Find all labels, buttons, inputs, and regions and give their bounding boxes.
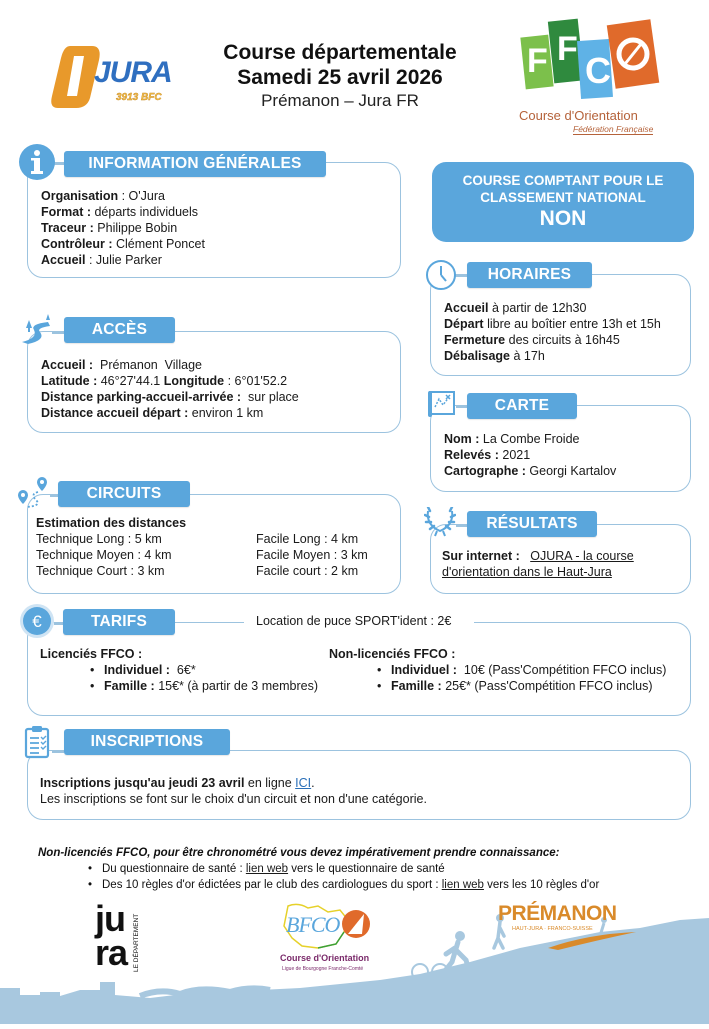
tarif-value: 15€* (à partir de 3 membres)	[154, 679, 318, 693]
footer-note-heading	[38, 845, 599, 861]
tarif-label: Individuel :	[104, 663, 170, 677]
info-label: Contrôleur :	[41, 237, 113, 251]
ojura-logo-name: JURA	[94, 56, 172, 89]
acces-body	[41, 357, 299, 421]
info-value: : O'Jura	[118, 189, 165, 203]
non-licencies-list	[377, 662, 666, 694]
event-title: Course départementale	[223, 41, 457, 64]
horaires-row	[444, 348, 661, 364]
info-tab: INFORMATION GÉNÉRALES	[64, 151, 326, 177]
resultats-tab: RÉSULTATS	[467, 511, 597, 537]
horaires-tab: HORAIRES	[467, 262, 592, 288]
carte-row	[444, 447, 616, 463]
tarif-value: 25€* (Pass'Compétition FFCO inclus)	[441, 679, 653, 693]
laurel-icon	[424, 507, 456, 542]
footer-note-heading-text: Non-licenciés FFCO, pour être chronométré vous devez impérativement prendre connaissance:	[38, 847, 560, 859]
info-row	[41, 252, 205, 268]
ojura-website-link[interactable]: OJURA - la course	[530, 549, 634, 563]
footer-note-item	[88, 877, 599, 893]
carte-body	[444, 431, 616, 479]
acces-value: Prémanon Village	[93, 358, 202, 372]
horaires-row	[444, 300, 661, 316]
tarifs-note: Location de puce SPORT'ident : 2€	[256, 614, 452, 628]
bfco-line1: Course d'Orientation	[280, 953, 370, 963]
horaires-value: à partir de 12h30	[488, 301, 587, 315]
event-date: Samedi 25 avril 2026	[237, 66, 443, 89]
acces-row	[41, 357, 299, 373]
tarif-item	[377, 678, 666, 694]
info-row	[41, 188, 205, 204]
acces-label: Accueil :	[41, 358, 94, 372]
licencies-heading: Licenciés FFCO :	[40, 647, 143, 661]
bfco-logo-text: BFCO	[286, 912, 340, 937]
footer-note	[38, 845, 599, 893]
bfco-logo	[278, 902, 378, 982]
premanon-swoosh	[498, 930, 638, 950]
ffco-logo	[515, 12, 675, 137]
ffco-letter-c: C	[585, 50, 611, 91]
carte-value: Georgi Kartalov	[525, 464, 617, 478]
acces-row	[41, 389, 299, 405]
jura-logo-line1: ju	[95, 898, 125, 939]
premanon-logo	[498, 902, 638, 952]
inscriptions-body	[40, 775, 427, 807]
inscriptions-text: en ligne	[244, 776, 296, 790]
info-label: Organisation	[41, 189, 119, 203]
inscriptions-line2: Les inscriptions se font sur le choix d'un circuit et non d'une catégorie.	[40, 792, 427, 806]
horaires-row	[444, 316, 661, 332]
tarif-item	[90, 678, 318, 694]
acces-tab: ACCÈS	[64, 317, 175, 343]
footer-note-item	[88, 861, 599, 877]
ojura-logo	[50, 42, 175, 110]
ojura-website-link-cont[interactable]: d'orientation dans le Haut-Jura	[442, 565, 612, 579]
carte-row	[444, 463, 616, 479]
ffco-letter-f2: F	[557, 30, 578, 68]
circuits-facile-list	[256, 531, 368, 579]
ffco-line2: Fédération Française	[573, 124, 654, 134]
info-value: Philippe Bobin	[93, 221, 178, 235]
tarifs-licencies	[40, 646, 318, 694]
carte-label: Cartographe :	[444, 464, 526, 478]
inscriptions-link[interactable]: ICI	[295, 776, 312, 790]
circuits-body	[36, 515, 396, 579]
inscriptions-period: .	[311, 776, 315, 790]
horaires-value: libre au boîtier entre 13h et 15h	[483, 317, 661, 331]
circuit-item: Facile court : 2 km	[256, 564, 359, 578]
road-icon	[20, 314, 54, 349]
inscriptions-connector	[52, 751, 64, 753]
carte-label: Relevés :	[444, 448, 499, 462]
event-header	[190, 40, 490, 112]
carte-value: La Combe Froide	[479, 432, 580, 446]
circuit-item: Technique Moyen : 4 km	[36, 548, 172, 562]
golden-rules-link[interactable]: lien web	[441, 879, 484, 891]
acces-label: Longitude	[163, 374, 225, 388]
licencies-list	[90, 662, 318, 694]
horaires-value: à 17h	[510, 349, 545, 363]
info-row	[41, 220, 205, 236]
info-value: Clément Poncet	[112, 237, 205, 251]
tarif-label: Famille :	[391, 679, 442, 693]
premanon-logo-text: PRÉMANON	[498, 902, 617, 925]
info-value: : Julie Parker	[85, 253, 162, 267]
route-pin-icon	[16, 476, 52, 515]
horaires-label: Départ	[444, 317, 484, 331]
ffco-letter-f1: F	[527, 42, 548, 80]
footer-note-list	[88, 861, 599, 893]
resultats-row	[442, 548, 634, 564]
health-questionnaire-link[interactable]: lien web	[245, 863, 289, 875]
info-label: Format :	[41, 205, 91, 219]
banner-value: NON	[539, 207, 587, 230]
carte-row	[444, 431, 616, 447]
footer-note-text: vers les 10 règles d'or	[483, 879, 600, 891]
horaires-value: des circuits à 16h45	[505, 333, 620, 347]
inscriptions-deadline: Inscriptions jusqu'au jeudi 23 avril	[40, 776, 245, 790]
banner-line1: COURSE COMPTANT POUR LE	[462, 173, 664, 188]
footer-note-text: vers le questionnaire de santé	[288, 863, 445, 875]
info-row	[41, 204, 205, 220]
horaires-label: Débalisage	[444, 349, 511, 363]
bfco-line2: Ligue de Bourgogne Franche-Comté	[282, 966, 364, 972]
info-value: départs individuels	[91, 205, 199, 219]
carte-tab: CARTE	[467, 393, 577, 419]
carte-label: Nom :	[444, 432, 480, 446]
acces-row	[41, 405, 299, 421]
premanon-logo-sub: HAUT-JURA · FRANCO-SUISSE	[512, 926, 593, 932]
horaires-row	[444, 332, 661, 348]
tarif-item	[377, 662, 666, 678]
acces-value: : 6°01'52.2	[224, 374, 288, 388]
tarif-value: 6€*	[169, 663, 196, 677]
circuits-subtitle: Estimation des distances	[36, 516, 187, 530]
info-label: Traceur :	[41, 221, 94, 235]
clock-icon	[425, 259, 457, 296]
acces-value: sur place	[241, 390, 299, 404]
circuits-tab: CIRCUITS	[58, 481, 190, 507]
circuit-item: Technique Long : 5 km	[36, 532, 162, 546]
tarif-item	[90, 662, 318, 678]
circuit-item: Technique Court : 3 km	[36, 564, 165, 578]
carte-value: 2021	[498, 448, 531, 462]
resultats-body	[442, 548, 634, 580]
horaires-label: Accueil	[444, 301, 489, 315]
jura-department-logo	[95, 898, 155, 977]
national-ranking-banner	[432, 162, 694, 242]
acces-label: Distance accueil départ :	[41, 406, 189, 420]
tarifs-non-licencies	[329, 646, 666, 694]
clipboard-icon	[24, 725, 50, 764]
euro-icon	[19, 603, 55, 644]
circuit-item: Facile Moyen : 3 km	[256, 548, 368, 562]
info-row	[41, 236, 205, 252]
map-icon	[427, 389, 457, 424]
acces-value: environ 1 km	[188, 406, 264, 420]
footer-note-text: Des 10 règles d'or édictées par le club des cardiologues du sport :	[102, 879, 442, 891]
tarif-label: Individuel :	[391, 663, 457, 677]
footer-note-text: Du questionnaire de santé :	[102, 863, 246, 875]
banner-line2: CLASSEMENT NATIONAL	[480, 190, 646, 205]
circuit-item: Facile Long : 4 km	[256, 532, 359, 546]
acces-value: 46°27'44.1	[97, 374, 164, 388]
tarifs-tab: TARIFS	[63, 609, 175, 635]
info-icon	[18, 143, 56, 186]
tarif-label: Famille :	[104, 679, 155, 693]
svg-text:€: €	[32, 612, 42, 631]
ffco-line1: Course d'Orientation	[519, 108, 638, 123]
acces-label: Latitude :	[41, 374, 98, 388]
acces-row	[41, 373, 299, 389]
non-licencies-heading: Non-licenciés FFCO :	[329, 647, 456, 661]
horaires-label: Fermeture	[444, 333, 506, 347]
jura-logo-side: LE DÉPARTEMENT	[133, 913, 140, 972]
horaires-body	[444, 300, 661, 364]
info-body	[41, 188, 205, 268]
inscriptions-tab: INSCRIPTIONS	[64, 729, 230, 755]
info-label: Accueil	[41, 253, 86, 267]
inscriptions-line1	[40, 775, 427, 791]
tarif-value: 10€ (Pass'Compétition FFCO inclus)	[456, 663, 667, 677]
jura-logo-line2: ra	[95, 932, 128, 973]
resultats-row	[442, 564, 634, 580]
ojura-logo-sub: 3913 BFC	[116, 92, 162, 103]
event-location: Prémanon – Jura FR	[261, 91, 419, 110]
resultats-label: Sur internet :	[442, 549, 520, 563]
acces-label: Distance parking-accueil-arrivée :	[41, 390, 242, 404]
